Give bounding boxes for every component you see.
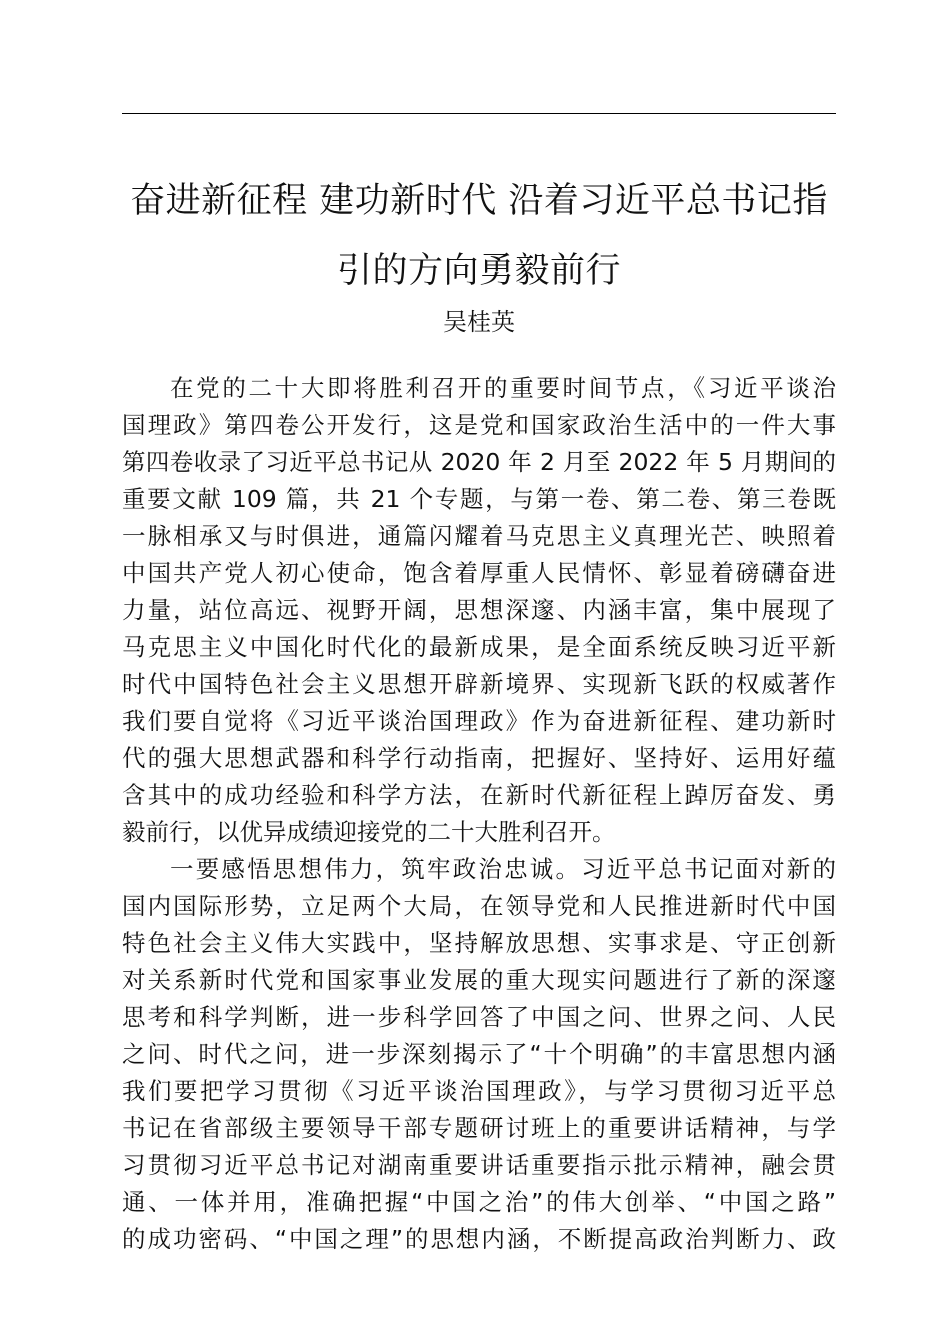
text-line: 的成功密码、“中国之理”的思想内涵，不断提高政治判断力、政 xyxy=(122,1225,836,1253)
text-line: 代的强大思想武器和科学行动指南，把握好、坚持好、运用好蕴 xyxy=(122,744,836,772)
header-rule xyxy=(122,113,836,114)
text-line: 在党的二十大即将胜利召开的重要时间节点，《习近平谈治 xyxy=(170,374,836,402)
text-line: 一脉相承又与时俱进，通篇闪耀着马克思主义真理光芒、映照着 xyxy=(122,522,836,550)
text-line: 中国共产党人初心使命，饱含着厚重人民情怀、彰显着磅礴奋进 xyxy=(122,559,836,587)
text-line: 力量，站位高远、视野开阔，思想深邃、内涵丰富，集中展现了 xyxy=(122,596,836,624)
text-line: 我们要把学习贯彻《习近平谈治国理政》，与学习贯彻习近平总 xyxy=(122,1077,836,1105)
text-line: 之问、时代之问，进一步深刻揭示了“十个明确”的丰富思想内涵 xyxy=(122,1040,836,1068)
title-line-2: 引的方向勇毅前行 xyxy=(336,251,621,291)
text-line: 国理政》第四卷公开发行，这是党和国家政治生活中的一件大事 xyxy=(122,411,836,439)
text-line: 对关系新时代党和国家事业发展的重大现实问题进行了新的深邃 xyxy=(122,966,836,994)
text-line: 毅前行，以优异成绩迎接党的二十大胜利召开。 xyxy=(122,818,616,846)
text-line: 第四卷收录了习近平总书记从 2020 年 2 月至 2022 年 5 月期间的 xyxy=(122,448,836,476)
text-line: 习贯彻习近平总书记对湖南重要讲话重要指示批示精神，融会贯 xyxy=(122,1151,836,1179)
text-line: 一要感悟思想伟力，筑牢政治忠诚。习近平总书记面对新的 xyxy=(170,855,836,883)
text-line: 国内国际形势，立足两个大局，在领导党和人民推进新时代中国 xyxy=(122,892,836,920)
text-line: 通、一体并用，准确把握“中国之治”的伟大创举、“中国之路” xyxy=(122,1188,836,1216)
text-line: 含其中的成功经验和科学方法，在新时代新征程上踔厉奋发、勇 xyxy=(122,781,836,809)
title-line-1: 奋进新征程 建功新时代 沿着习近平总书记指 xyxy=(130,181,828,221)
author-name: 吴桂英 xyxy=(443,308,515,336)
text-line: 特色社会主义伟大实践中，坚持解放思想、实事求是、守正创新 xyxy=(122,929,836,957)
text-line: 我们要自觉将《习近平谈治国理政》作为奋进新征程、建功新时 xyxy=(122,707,836,735)
article-body xyxy=(122,370,836,1258)
document-title xyxy=(122,166,836,306)
text-line: 时代中国特色社会主义思想开辟新境界、实现新飞跃的权威著作 xyxy=(122,670,836,698)
text-line: 马克思主义中国化时代化的最新成果，是全面系统反映习近平新 xyxy=(122,633,836,661)
text-line: 书记在省部级主要领导干部专题研讨班上的重要讲话精神，与学 xyxy=(122,1114,836,1142)
text-line: 重要文献 109 篇，共 21 个专题，与第一卷、第二卷、第三卷既 xyxy=(122,485,836,513)
text-line: 思考和科学判断，进一步科学回答了中国之问、世界之问、人民 xyxy=(122,1003,836,1031)
